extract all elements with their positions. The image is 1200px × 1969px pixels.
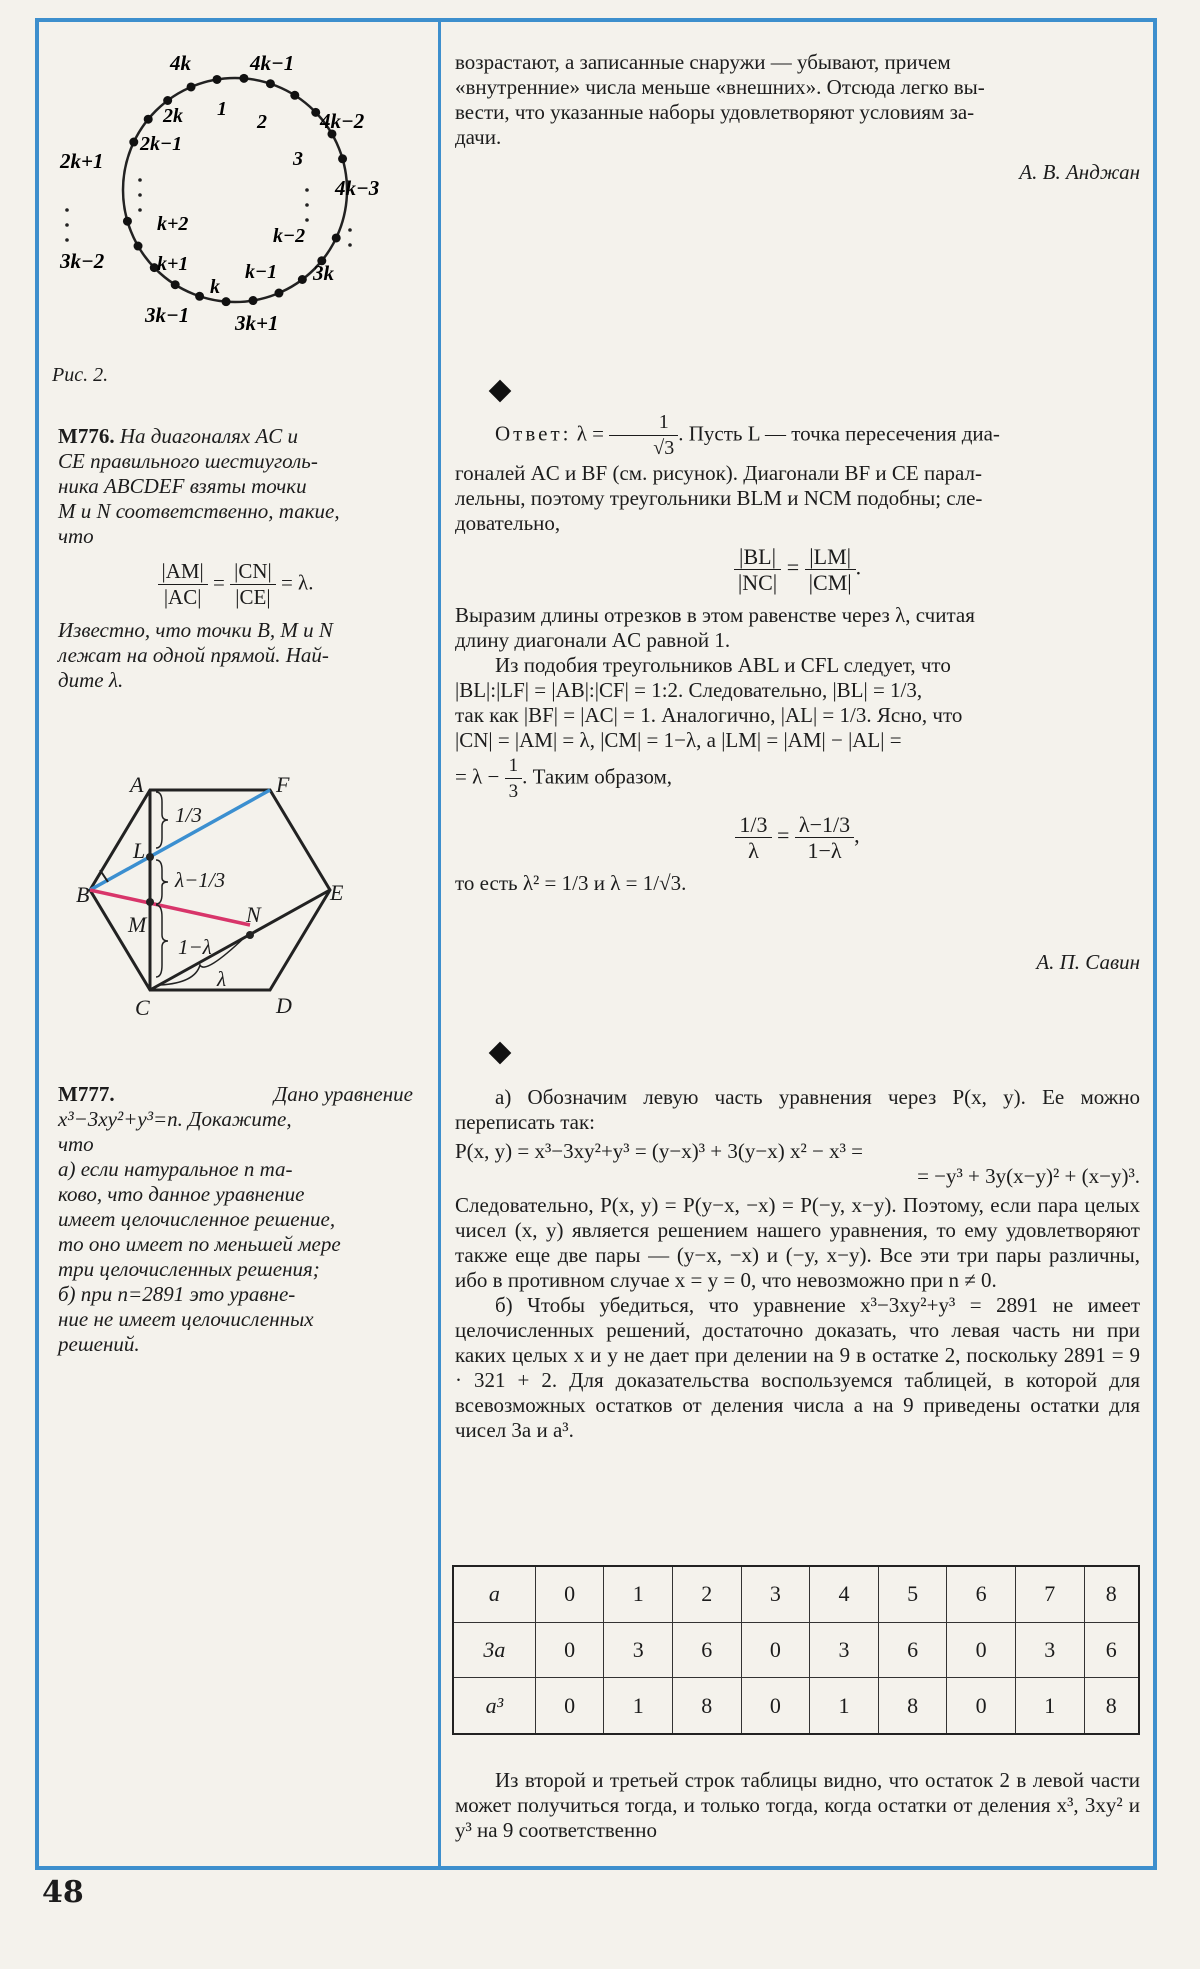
m777-line2: что	[58, 1132, 94, 1156]
outer-label: 3k+1	[235, 311, 279, 335]
figure-2-circle-diagram	[45, 40, 425, 340]
diagonal-ce	[150, 890, 330, 990]
answer-lambda: λ =	[576, 421, 604, 446]
table-cell: 6	[673, 1622, 742, 1677]
brace-1-lambda	[156, 905, 168, 977]
m776-known-line2: лежат на одной прямой. Най-	[58, 643, 329, 667]
segment-length-label: λ	[217, 967, 227, 991]
m776-line5: что	[58, 524, 94, 548]
sol776-line12: то есть λ² = 1/3 и λ = 1/√3.	[455, 871, 687, 895]
inner-label: k	[210, 276, 220, 298]
point-l	[146, 853, 154, 861]
circle-dot	[212, 75, 221, 84]
outer-label: 3k−2	[60, 249, 105, 273]
m777-line9: ние не имеет целочисленных	[58, 1307, 314, 1331]
table-cell: 6	[878, 1622, 947, 1677]
circle-dot	[332, 233, 341, 242]
ellipsis-dot	[305, 203, 309, 207]
ellipsis-dot	[65, 238, 69, 242]
table-cell: 3	[604, 1622, 673, 1677]
inner-label: k−2	[273, 225, 306, 247]
table-cell: 0	[947, 1622, 1016, 1677]
point-n	[246, 931, 254, 939]
eq1-lm: |LM|	[805, 544, 856, 570]
m777-line5: имеет целочисленное решение,	[58, 1207, 336, 1231]
m776-line1: На диагоналях AC и	[119, 424, 299, 448]
table-cell: 0	[535, 1622, 604, 1677]
table-cell: 1	[604, 1566, 673, 1622]
inner-label: 2k	[163, 105, 183, 127]
sol776-line2: гоналей AC и BF (см. рисунок). Диагонали BF и CE парал-	[455, 461, 983, 485]
sol777-part-b: б) Чтобы убедиться, что уравнение x³−3xy²+y³ = 2891 не имеет целочисленных решений, достаточно доказать, что левая часть ни при каких целых x и y не дает при делении на 9 в остатке 2, поскольку 2891 = 9 · 321 + 2. Для доказательства воспользуемся таблицей, в которой для всевозможных остатков от деления числа a на 9 приведены остатки для чисел 3a и a³.	[455, 1293, 1140, 1442]
m776-line3: ника ABCDEF взяты точки	[58, 474, 307, 498]
m777-line0: Дано уравнение	[273, 1082, 413, 1106]
m777-line1: x³−3xy²+y³=n. Докажите,	[58, 1107, 292, 1131]
ratio-ce: |CE|	[235, 585, 271, 609]
sol776-line1-tail: . Пусть L — точка пересечения диа-	[678, 421, 1000, 446]
line-bmn	[90, 890, 250, 925]
brace-1-3	[156, 792, 168, 848]
sol776-line9: так как |BF| = |AC| = 1. Аналогично, |AL| = 1/3. Ясно, что	[455, 703, 963, 727]
circle-dot	[311, 108, 320, 117]
eq1-cm: |CM|	[808, 570, 852, 595]
ellipsis-dot	[348, 243, 352, 247]
hexagon-point-label: N	[246, 902, 261, 927]
ratio-am: |AM|	[158, 559, 208, 585]
table-cell: 0	[535, 1678, 604, 1734]
eq2-den1: λ	[748, 838, 759, 863]
hexagon-vertex-label: E	[330, 880, 344, 905]
circle-dot	[338, 154, 347, 163]
segment-length-label: 1/3	[175, 803, 202, 827]
segment-length-label: 1−λ	[178, 935, 212, 959]
ellipsis-dot	[348, 228, 352, 232]
page-number: 48	[42, 1875, 84, 1910]
table-cell: 6	[947, 1566, 1016, 1622]
circle-dot	[144, 115, 153, 124]
table-cell: 6	[1084, 1622, 1139, 1677]
inner-label: 2	[257, 111, 267, 133]
inner-label: k+1	[157, 253, 189, 275]
sol777-closing: Из второй и третьей строк таблицы видно, что остаток 2 в левой части может получиться тогда, и только тогда, когда остатки от деления x³, 3xy² и y³ на 9 соответственно	[455, 1768, 1140, 1842]
m776-known-line1: Известно, что точки B, M и N	[58, 618, 333, 642]
ratio-cn: |CN|	[230, 559, 276, 585]
sol776-line5: Выразим длины отрезков в этом равенстве через λ, считая	[455, 603, 975, 627]
m776-known-line3: дите λ.	[58, 668, 124, 692]
table-cell: 1	[1015, 1678, 1084, 1734]
circle-dot	[187, 82, 196, 91]
sol776-line11-head: = λ −	[455, 764, 500, 789]
author-savin: А. П. Савин	[1036, 950, 1140, 974]
sol776-line11-num: 1	[505, 753, 523, 779]
table-cell: 4	[810, 1566, 879, 1622]
solution-776	[455, 410, 1140, 896]
m776-ratio-equation: $\frac{|AM|}{|AC|}$ = $\frac{|CN|}{|CE|}$ = λ.	[58, 559, 413, 610]
table-cell: 0	[947, 1678, 1016, 1734]
circle-figure-group	[59, 51, 379, 335]
outer-label: 4k	[170, 51, 191, 75]
circle-dot	[274, 289, 283, 298]
m776-line4: M и N соответственно, такие,	[58, 499, 340, 523]
hexagon-vertex-label: C	[135, 995, 150, 1020]
outer-label: 3k	[313, 261, 334, 285]
ratio-ac: |AC|	[163, 585, 202, 609]
outer-label: 4k−2	[320, 109, 365, 133]
inner-label: k−1	[245, 261, 278, 283]
table-row	[453, 1566, 1139, 1622]
inner-label: 1	[217, 98, 227, 120]
circle-dot	[129, 138, 138, 147]
problem-m777	[58, 1082, 413, 1357]
answer-num: 1	[609, 410, 678, 436]
outer-label: 4k−3	[335, 176, 380, 200]
eq1-nc: |NC|	[737, 570, 778, 595]
table-row-header: a	[453, 1566, 535, 1622]
circle-dot	[163, 96, 172, 105]
ellipsis-dot	[305, 218, 309, 222]
outer-label: 3k−1	[145, 303, 190, 327]
sol776-line10: |CN| = |AM| = λ, |CM| = 1−λ, а |LM| = |AM| − |AL| =	[455, 728, 902, 752]
eq2-num1: 1/3	[735, 812, 771, 838]
circle-dot	[290, 91, 299, 100]
answer-word: Ответ:	[495, 421, 572, 446]
circle-dot	[298, 275, 307, 284]
ellipsis-dot	[305, 188, 309, 192]
table-cell: 8	[878, 1678, 947, 1734]
m777-line7: три целочисленных решения;	[58, 1257, 320, 1281]
table-cell: 3	[1015, 1622, 1084, 1677]
ellipsis-dot	[138, 178, 142, 182]
table-cell: 3	[810, 1622, 879, 1677]
point-m	[146, 898, 154, 906]
sol777-eq-line1: P(x, y) = x³−3xy²+y³ = (y−x)³ + 3(y−x) x² − x³ =	[455, 1139, 864, 1163]
table-cell: 5	[878, 1566, 947, 1622]
circle-dot	[171, 280, 180, 289]
table-row	[453, 1622, 1139, 1677]
table-cell: 8	[1084, 1678, 1139, 1734]
hexagon-point-label: M	[128, 912, 147, 937]
table-cell: 2	[673, 1566, 742, 1622]
eq2-den2: 1−λ	[807, 838, 842, 863]
m777-line6: то оно имеет по меньшей мере	[58, 1232, 341, 1256]
outer-label: 4k−1	[250, 51, 295, 75]
m776-line2: CE правильного шестиуголь-	[58, 449, 318, 473]
outer-label: 2k+1	[60, 149, 104, 173]
table-cell: 3	[741, 1566, 810, 1622]
circle-dot	[249, 296, 258, 305]
table-cell: 1	[810, 1678, 879, 1734]
segment-length-label: λ−1/3	[175, 868, 226, 892]
sol776-line11-tail: . Таким образом,	[522, 764, 673, 789]
hexagon-vertex-label: A	[130, 772, 144, 797]
ellipsis-dot	[65, 208, 69, 212]
table-cell: 8	[1084, 1566, 1139, 1622]
sol776-line7: Из подобия треугольников ABL и CFL следует, что	[495, 653, 951, 677]
table-cell: 7	[1015, 1566, 1084, 1622]
top-line3: вести, что указанные наборы удовлетворяют условиям за-	[455, 100, 975, 124]
circle-dot	[239, 74, 248, 83]
figure-2-caption: Рис. 2.	[52, 364, 109, 386]
table-row-header: a³	[453, 1678, 535, 1734]
problem-m776	[58, 424, 413, 693]
m777-line4: ково, что данное уравнение	[58, 1182, 305, 1206]
sol776-line4: довательно,	[455, 511, 561, 535]
circle-dot	[123, 217, 132, 226]
hexagon-vertex-label: B	[76, 882, 90, 907]
sol777-eq-line2: = −y³ + 3y(x−y)² + (x−y)³.	[917, 1164, 1140, 1188]
sol777-part-a: а) Обозначим левую часть уравнения через P(x, y). Ее можно переписать так:	[455, 1085, 1140, 1134]
eq2-num2: λ−1/3	[795, 812, 854, 838]
table-row	[453, 1678, 1139, 1734]
solution-777	[455, 1085, 1140, 1443]
sol776-line3: лельны, поэтому треугольники BLM и NCM подобны; сле-	[455, 486, 983, 510]
brace-lambda-1-3	[156, 860, 168, 904]
column-divider	[438, 18, 441, 1870]
author-anjan: А. В. Анджан	[1019, 160, 1140, 184]
problem-m777-number: М777.	[58, 1082, 115, 1106]
hexagon-vertex-label: F	[276, 772, 290, 797]
remainders-table	[452, 1565, 1140, 1735]
sol777-part-a-cont: Следовательно, P(x, y) = P(y−x, −x) = P(−y, x−y). Поэтому, если пара целых чисел (x, y) является решением нашего уравнения, то ему удовлетворяют также еще две пары — (y−x, −x) и (−y, x−y). Все эти три пары различны, ибо в противном случае x = y = 0, что невозможно при n ≠ 0.	[455, 1193, 1140, 1292]
ellipsis-dot	[138, 193, 142, 197]
inner-label: 3	[293, 148, 303, 170]
hexagon-point-label: L	[133, 838, 146, 863]
top-line4: дачи.	[455, 125, 502, 149]
m777-line8: б) при n=2891 это уравне-	[58, 1282, 296, 1306]
equation-lambda: $\frac{1/3}{\lambda}$ = $\frac{\lambda-1/3}{1-\lambda}$ ,	[455, 812, 1140, 863]
m777-line3: а) если натуральное n та-	[58, 1157, 293, 1181]
table-row-header: 3a	[453, 1622, 535, 1677]
sol776-line11-den: 3	[508, 781, 519, 802]
answer-den: √3	[653, 437, 675, 459]
table-cell: 0	[741, 1622, 810, 1677]
table-cell: 0	[535, 1566, 604, 1622]
eq1-bl: |BL|	[734, 544, 781, 570]
m777-line10: решений.	[58, 1332, 140, 1356]
table-cell: 0	[741, 1678, 810, 1734]
hexagon-vertex-label: D	[276, 993, 292, 1018]
inner-label: 2k−1	[140, 133, 183, 155]
equation-bl-nc: $\frac{|BL|}{|NC|}$ = $\frac{|LM|}{|CM|}$ .	[455, 544, 1140, 595]
ellipsis-dot	[138, 208, 142, 212]
circle-dot	[195, 292, 204, 301]
table-cell: 1	[604, 1678, 673, 1734]
inner-label: k+2	[157, 213, 189, 235]
top-line1: возрастают, а записанные снаружи — убывают, причем	[455, 50, 951, 74]
tick-mark	[100, 870, 108, 882]
ellipsis-dot	[65, 223, 69, 227]
circle-dot	[134, 242, 143, 251]
sol776-line8: |BL|:|LF| = |AB|:|CF| = 1:2. Следовательно, |BL| = 1/3,	[455, 678, 923, 702]
circle-dot	[222, 297, 231, 306]
table-cell: 8	[673, 1678, 742, 1734]
sol776-line6: длину диагонали AC равной 1.	[455, 628, 731, 652]
problem-m776-number: М776.	[58, 424, 115, 448]
circle-dot	[266, 79, 275, 88]
ratio-tail: = λ.	[280, 570, 314, 595]
closing-text	[455, 1768, 1140, 1843]
top-continuation-text	[455, 50, 1140, 150]
top-line2: «внутренние» числа меньше «внешних». Отсюда легко вы-	[455, 75, 985, 99]
